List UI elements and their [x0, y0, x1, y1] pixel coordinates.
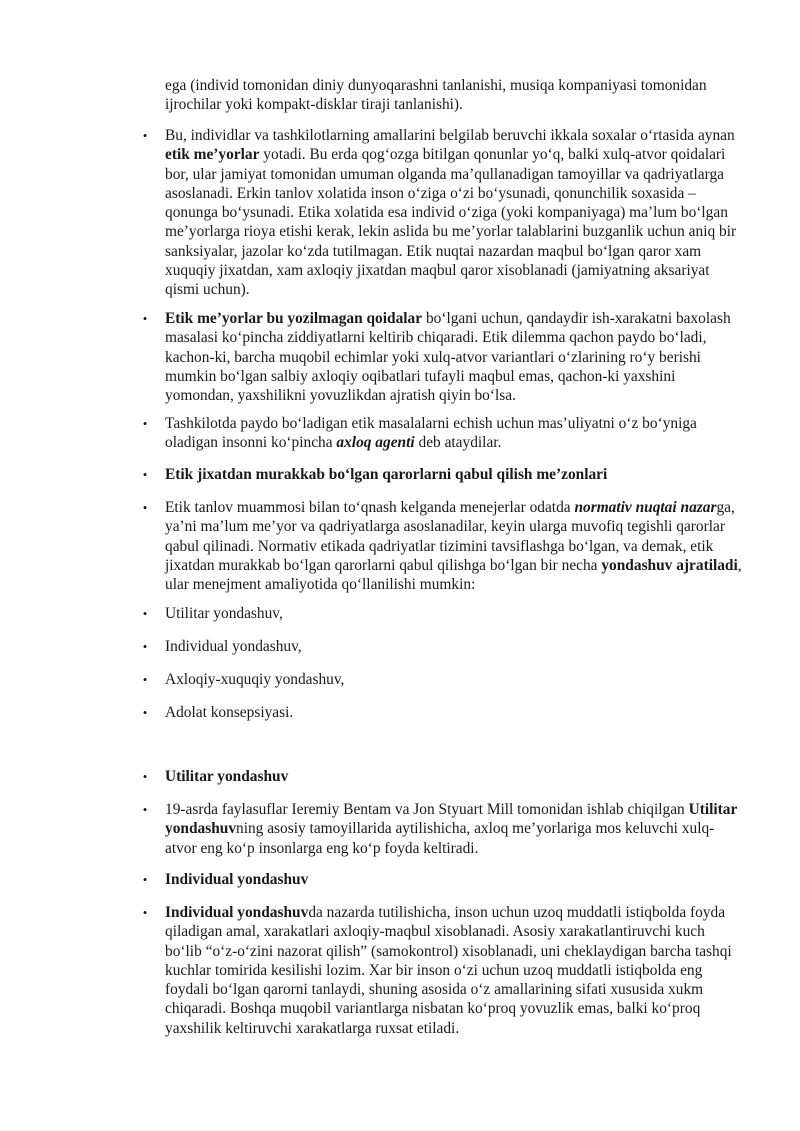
bullet: •	[142, 705, 148, 720]
bullet: •	[142, 905, 148, 920]
item-text: Adolat konsepsiyasi.	[165, 704, 294, 721]
item-text: Utilitar yondashuv,	[165, 605, 283, 622]
bullet: •	[142, 672, 148, 687]
item-text: Individual yondashuv,	[165, 638, 302, 655]
bullet: •	[142, 639, 148, 654]
bullet: •	[142, 769, 148, 784]
bullet: •	[142, 872, 148, 887]
bullet: •	[142, 311, 148, 326]
bullet: •	[142, 802, 148, 817]
bullet: •	[142, 416, 148, 431]
item-text: Individual yondashuvda nazarda tutilishicha, inson uchun uzoq muddatli istiqbolda foyda qiladigan amal, xarakatlari axloqiy-maqbul xisoblanadi. Asosiy xarakatlantiruvchi kuch bo‘lib “o‘z-o‘zini nazorat qilish” (samokontrol) xisoblanadi, uni cheklaydigan barcha tashqi kuchlar tomirida kesilishi lozim. Xar bir inson o‘zi uchun uzoq muddatli istiqbolda eng foydali bo‘lgan qarorni tanlaydi, shuning asosida o‘z amallarining sifati xususida xukm chiqaradi. Boshqa muqobil variantlarga nisbatan ko‘proq yovuzlik emas, balki ko‘proq yaxshilik keltiruvchi xarakatlarga ruxsat etiladi.	[165, 904, 732, 1037]
item-text: Axloqiy-xuquqiy yondashuv,	[165, 671, 345, 688]
section-heading: Etik jixatdan murakkab bo‘lgan qarorlarni qabul qilish me’zonlari	[165, 466, 608, 483]
continuation-paragraph: ega (individ tomonidan diniy dunyoqarashni tanlanishi, musiqa kompaniyasi tomonidan ijrochilar yoki kompakt-disklar tiraji tanlanishi).	[165, 77, 707, 114]
bullet: •	[142, 128, 148, 143]
item-text: Etik tanlov muammosi bilan to‘qnash kelganda menejerlar odatda normativ nuqtai nazarga, ya’ni ma’lum me’yor va qadriyatlarga asoslanadilar, keyin ularga muvofiq tegishli qarorlar qabul qilinadi. Normativ etikada qadriyatlar tizimini tavsiflashga bo‘lgan, va demak, etik jixatdan murakkab bo‘lgan qarorlarni qabul qilishga bo‘lgan bir necha yondashuv ajratiladi, ular menejment amaliyotida qo‘llanilishi mumkin:	[165, 499, 742, 594]
bullet: •	[142, 467, 148, 482]
section-heading: Individual yondashuv	[165, 871, 309, 888]
bullet: •	[142, 606, 148, 621]
bullet: •	[142, 500, 148, 515]
item-text: Tashkilotda paydo bo‘ladigan etik masalalarni echish uchun mas’uliyatni o‘z bo‘yniga oladigan insonni ko‘pincha axloq agenti deb ataydilar.	[165, 415, 697, 452]
section-heading: Utilitar yondashuv	[165, 768, 289, 785]
item-text: Bu, individlar va tashkilotlarning amallarini belgilab beruvchi ikkala soxalar o‘rtasida aynan etik me’yorlar yotadi. Bu erda qog‘ozga bitilgan qonunlar yo‘q, balki xulq-atvor qoidalari bor, ular jamiyat tomonidan umuman olganda ma’qullanadigan tamoyillar va qadriyatlarga asoslanadi. Erkin tanlov xolatida inson o‘ziga o‘zi bo‘ysunadi, qonunchilik soxasida – qonunga bo‘ysunadi. Etika xolatida esa individ o‘ziga (yoki kompaniyaga) ma’lum bo‘lgan me’yorlarga rioya etishi kerak, lekin aslida bu me’yorlar talablarini buzganlik uchun aniq bir sanksiyalar, jazolar ko‘zda tutilmagan. Etik nuqtai nazardan maqbul bo‘lgan qaror xam xuquqiy jixatdan, xam axloqiy jixatdan maqbul qaror xisoblanadi (jamiyatning aksariyat qismi uchun).	[165, 127, 737, 299]
item-text: Etik me’yorlar bu yozilmagan qoidalar bo‘lgani uchun, qandaydir ish-xarakatni baxolash masalasi ko‘pincha ziddiyatlarni keltirib chiqaradi. Etik dilemma qachon paydo bo‘ladi, kachon-ki, barcha muqobil echimlar yoki xulq-atvor variantlari o‘zlarining ro‘y berishi mumkin bo‘lgan salbiy axloqiy oqibatlari tufayli maqbul emas, qachon-ki yaxshini yomondan, yaxshilikni yovuzlikdan ajratish qiyin bo‘lsa.	[165, 310, 731, 405]
item-text: 19-asrda faylasuflar Ieremiy Bentam va Jon Styuart Mill tomonidan ishlab chiqilgan Utilitar yondashuvning asosiy tamoyillarida aytilishicha, axloq me’yorlariga mos keluvchi xulq-atvor eng ko‘p insonlarga eng ko‘p foyda keltiradi.	[165, 801, 738, 857]
